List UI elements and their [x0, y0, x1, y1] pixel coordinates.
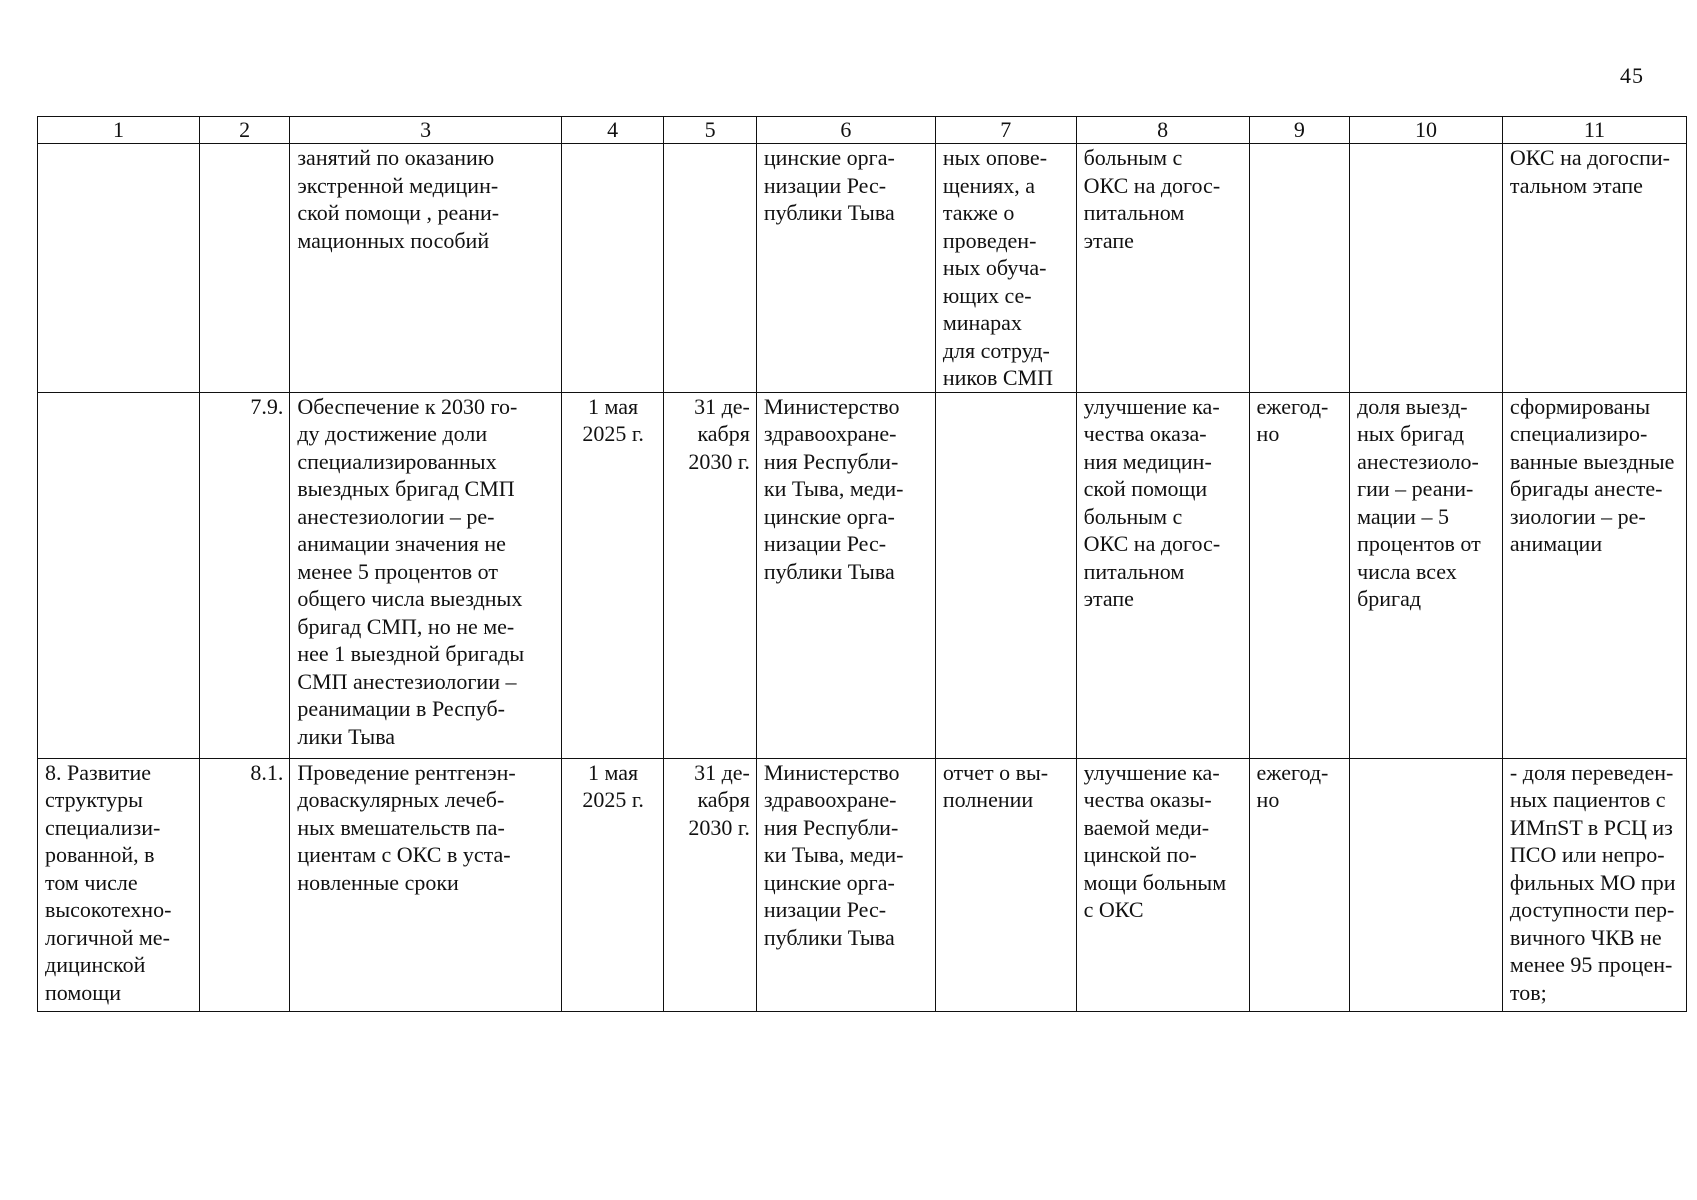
activity-cell: Обеспечение к 2030 го- ду достижение доли специализированных выездных бригад СМП анестезиологии – ре- анимации значения не менее 5 процентов от общего числа выездных бригад СМП, но не ме- нее 1 выездной бригады СМП анестезиологии – реанимации в Респуб- лики Тыва	[290, 392, 561, 758]
indicator-cell: доля выезд- ных бригад анестезиоло- гии – реани- мации – 5 процентов от числа всех бригад	[1350, 392, 1503, 758]
measures-table	[37, 116, 1687, 1012]
start-date-cell	[561, 144, 664, 393]
column-header: 6	[756, 117, 935, 144]
start-date-cell: 1 мая 2025 г.	[561, 758, 664, 1011]
column-header: 3	[290, 117, 561, 144]
start-date-cell: 1 мая 2025 г.	[561, 392, 664, 758]
column-header: 5	[664, 117, 757, 144]
section-cell	[38, 144, 200, 393]
header-row	[38, 117, 1687, 144]
outcome-cell: - доля переведен- ных пациентов с ИМпST в РСЦ из ПСО или непро- фильных МО при доступности пер- вичного ЧКВ не менее 95 процен- тов;	[1502, 758, 1686, 1011]
responsible-cell: цинские орга- низации Рес- публики Тыва	[756, 144, 935, 393]
table-row	[38, 392, 1687, 758]
column-header: 1	[38, 117, 200, 144]
frequency-cell: ежегод- но	[1249, 758, 1350, 1011]
responsible-cell: Министерство здравоохране- ния Республи- ки Тыва, меди- цинские орга- низации Рес- публики Тыва	[756, 758, 935, 1011]
column-header: 4	[561, 117, 664, 144]
column-header: 8	[1076, 117, 1249, 144]
column-header: 10	[1350, 117, 1503, 144]
control-form-cell: отчет о вы- полнении	[935, 758, 1076, 1011]
table-row	[38, 144, 1687, 393]
control-form-cell	[935, 392, 1076, 758]
column-header: 9	[1249, 117, 1350, 144]
indicator-cell	[1350, 144, 1503, 393]
result-cell: больным с ОКС на догос- питальном этапе	[1076, 144, 1249, 393]
responsible-cell: Министерство здравоохране- ния Республи- ки Тыва, меди- цинские орга- низации Рес- публики Тыва	[756, 392, 935, 758]
indicator-cell	[1350, 758, 1503, 1011]
column-header: 2	[199, 117, 289, 144]
control-form-cell: ных опове- щениях, а также о проведен- ных обуча- ющих се- минарах для сотруд- ников СМП	[935, 144, 1076, 393]
activity-cell: Проведение рентгенэн- доваскулярных лечеб- ных вмешательств па- циентам с ОКС в уста- новленные сроки	[290, 758, 561, 1011]
activity-cell: занятий по оказанию экстренной медицин- ской помощи , реани- мационных пособий	[290, 144, 561, 393]
outcome-cell: сформированы специализиро- ванные выездные бригады анесте- зиологии – ре- анимации	[1502, 392, 1686, 758]
item-number-cell: 7.9.	[199, 392, 289, 758]
table-row	[38, 758, 1687, 1011]
result-cell: улучшение ка- чества оказы- ваемой меди- цинской по- мощи больным с ОКС	[1076, 758, 1249, 1011]
item-number-cell: 8.1.	[199, 758, 289, 1011]
column-header: 7	[935, 117, 1076, 144]
end-date-cell	[664, 144, 757, 393]
page-number: 45	[1620, 63, 1644, 88]
frequency-cell: ежегод- но	[1249, 392, 1350, 758]
outcome-cell: ОКС на догоспи- тальном этапе	[1502, 144, 1686, 393]
column-header: 11	[1502, 117, 1686, 144]
frequency-cell	[1249, 144, 1350, 393]
item-number-cell	[199, 144, 289, 393]
result-cell: улучшение ка- чества оказа- ния медицин- ской помощи больным с ОКС на догос- питальном этапе	[1076, 392, 1249, 758]
end-date-cell: 31 де- кабря 2030 г.	[664, 758, 757, 1011]
section-cell: 8. Развитие структуры специализи- рованной, в том числе высокотехно- логичной ме- дицинской помощи	[38, 758, 200, 1011]
section-cell	[38, 392, 200, 758]
end-date-cell: 31 де- кабря 2030 г.	[664, 392, 757, 758]
